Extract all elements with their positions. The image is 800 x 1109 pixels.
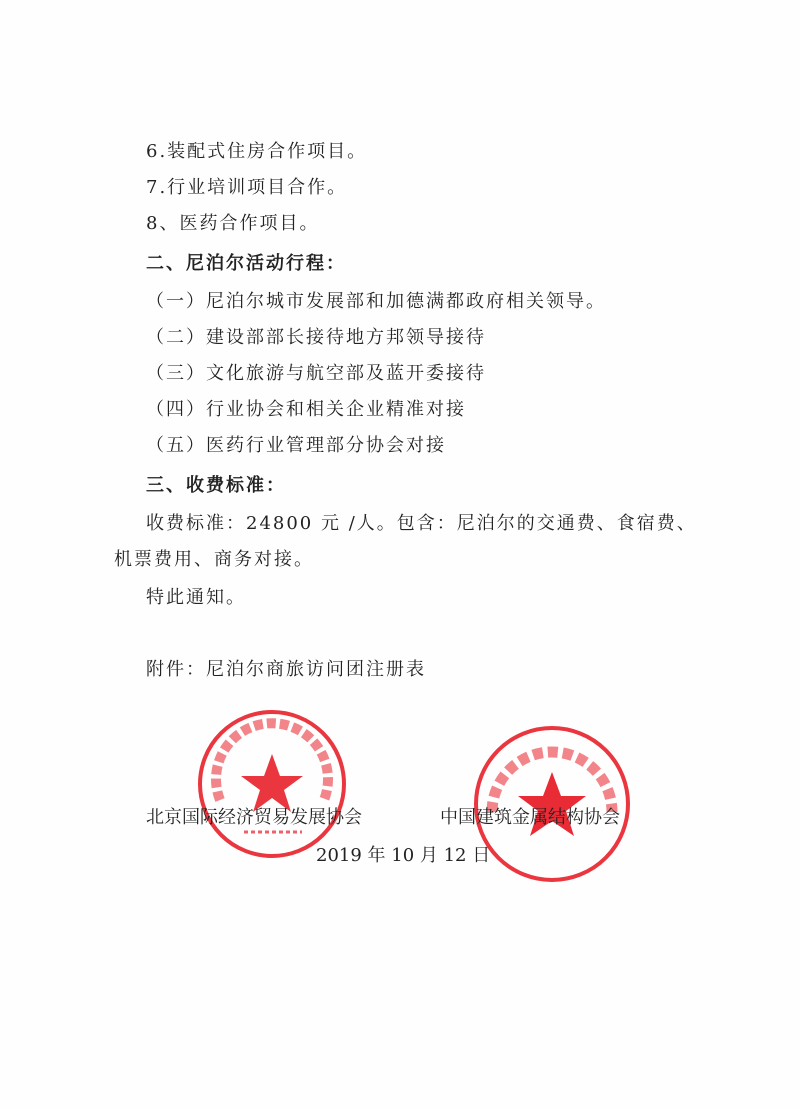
item-8: 8、医药合作项目。 [146,213,320,234]
fee-line-2: 机票费用、商务对接。 [114,549,314,570]
notice-closing: 特此通知。 [146,587,246,608]
section-2-heading: 二、尼泊尔活动行程： [146,253,346,274]
right-seal [468,720,636,888]
section-3-heading: 三、收费标准： [146,475,286,496]
attachment-line: 附件：尼泊尔商旅访问团注册表 [146,659,426,680]
schedule-3: （三）文化旅游与航空部及蓝开委接待 [146,363,486,384]
item-7: 7.行业培训项目合作。 [146,177,348,198]
item-6: 6.装配式住房合作项目。 [146,141,368,162]
schedule-2: （二）建设部部长接待地方邦领导接待 [146,327,486,348]
schedule-5: （五）医药行业管理部分协会对接 [146,435,446,456]
fee-line-1: 收费标准：24800 元 /人。包含：尼泊尔的交通费、食宿费、 [146,513,697,534]
schedule-4: （四）行业协会和相关企业精准对接 [146,399,466,420]
left-seal [192,704,352,864]
signature-date: 2019 年 10 月 12 日 [316,845,491,866]
schedule-1: （一）尼泊尔城市发展部和加德满都政府相关领导。 [146,291,606,312]
signature-org-left: 北京国际经济贸易发展协会 [146,807,362,828]
signature-org-right: 中国建筑金属结构协会 [440,807,620,828]
